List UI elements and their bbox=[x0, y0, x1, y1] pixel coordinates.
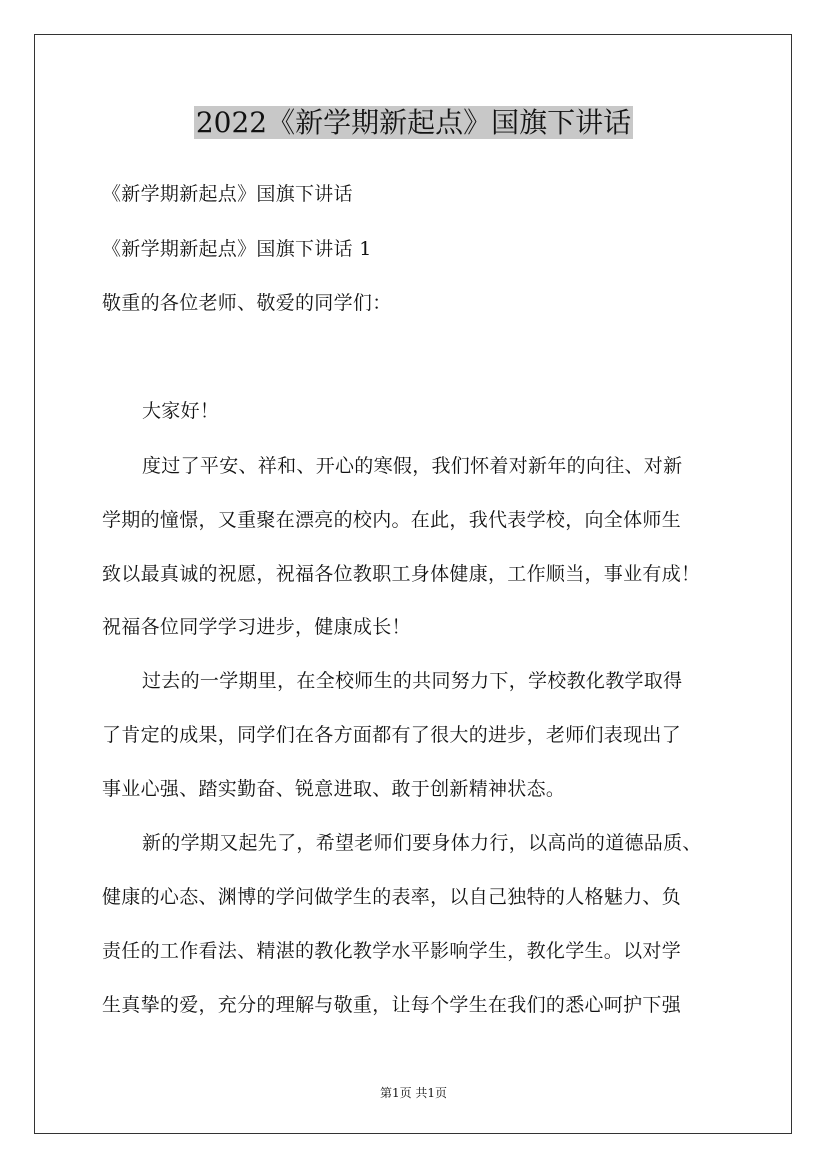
body-line: 大家好！ bbox=[142, 400, 220, 422]
body-line: 过去的一学期里，在全校师生的共同努力下，学校教化教学取得 bbox=[142, 670, 683, 692]
subtitle-line-2: 《新学期新起点》国旗下讲话 1 bbox=[102, 238, 372, 260]
body-line: 健康的心态、渊博的学问做学生的表率，以自己独特的人格魅力、负 bbox=[102, 886, 682, 908]
subtitle-line-1: 《新学期新起点》国旗下讲话 bbox=[102, 183, 353, 205]
body-line: 生真挚的爱，充分的理解与敬重，让每个学生在我们的悉心呵护下强 bbox=[102, 994, 682, 1016]
body-line: 新的学期又起先了，希望老师们要身体力行，以高尚的道德品质、 bbox=[142, 832, 702, 854]
body-line: 了肯定的成果，同学们在各方面都有了很大的进步，老师们表现出了 bbox=[102, 724, 682, 746]
document-title: 2022《新学期新起点》国旗下讲话 bbox=[195, 106, 632, 139]
body-line: 事业心强、踏实勤奋、锐意进取、敢于创新精神状态。 bbox=[102, 778, 566, 800]
salutation-line: 敬重的各位老师、敬爱的同学们： bbox=[102, 292, 392, 314]
body-line: 祝福各位同学学习进步，健康成长！ bbox=[102, 616, 411, 638]
body-line: 度过了平安、祥和、开心的寒假，我们怀着对新年的向往、对新 bbox=[142, 455, 683, 477]
page-footer: 第1页 共1页 bbox=[379, 1086, 448, 1100]
body-line: 致以最真诚的祝愿，祝福各位教职工身体健康，工作顺当，事业有成！ bbox=[102, 563, 701, 585]
body-line: 责任的工作看法、精湛的教化教学水平影响学生，教化学生。以对学 bbox=[102, 940, 682, 962]
body-line: 学期的憧憬，又重聚在漂亮的校内。在此，我代表学校，向全体师生 bbox=[102, 509, 682, 531]
